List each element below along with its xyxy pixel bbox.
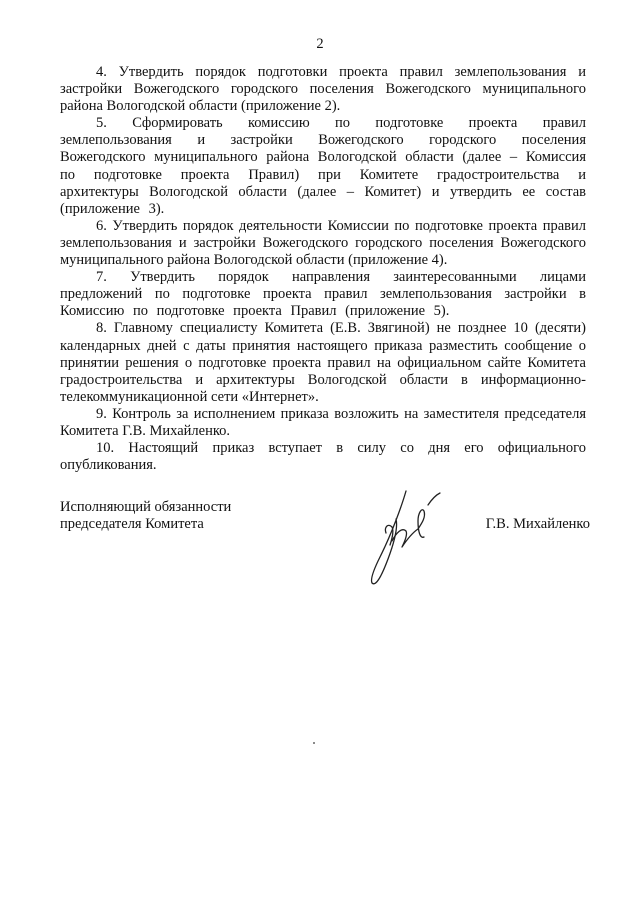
paragraph-7: 7. Утвердить порядок направления заинтересованными лицами предложений по подготовке проекта правил землепользования застройки в Комиссию по подготовке проекта Правил (приложение 5). (60, 269, 586, 320)
paragraph-10: 10. Настоящий приказ вступает в силу со дня его официального опубликования. (60, 440, 586, 474)
signer-title-line-2: председателя Комитета (60, 516, 204, 532)
signer-title (60, 499, 280, 533)
paragraph-9: 9. Контроль за исполнением приказа возложить на заместителя председателя Комитета Г.В. Михайленко. (60, 405, 586, 439)
signer-name: Г.В. Михайленко (485, 516, 590, 532)
signer-title-line-1: Исполняющий обязанности (60, 499, 232, 515)
scan-speck (313, 742, 315, 744)
page-number: 2 (316, 36, 324, 52)
signature-block (60, 499, 590, 609)
paragraph-5: 5. Сформировать комиссию по подготовке проекта правил землепользования и застройки Вожегодского городского поселения Вожегодского муниципального района Вологодской области (далее – Комиссия по подготовке проекта Правил) при Комитете градостроительства и архитектуры Вологодской области (далее – Комитет) и утвердить ее состав (приложение 3). (60, 115, 586, 217)
paragraph-4: 4. Утвердить порядок подготовки проекта правил землепользования и застройки Вожегодского городского поселения Вожегодского муниципального района Вологодской области (приложение 2). (60, 64, 586, 115)
paragraph-8: 8. Главному специалисту Комитета (Е.В. Звягиной) не позднее 10 (десяти) календарных дней с даты принятия настоящего приказа разместить сообщение о принятии решения о подготовке проекта правил на официальном сайте Комитета градостроительства и архитектуры Вологодской области в информационно-телекоммуникационной сети «Интернет». (60, 320, 586, 405)
handwritten-signature (362, 487, 472, 597)
paragraph-6: 6. Утвердить порядок деятельности Комиссии по подготовке проекта правил землепользования и застройки Вожегодского городского поселения Вожегодского муниципального района Вологодской области (приложение 4). (60, 217, 586, 269)
document-body (60, 64, 586, 474)
